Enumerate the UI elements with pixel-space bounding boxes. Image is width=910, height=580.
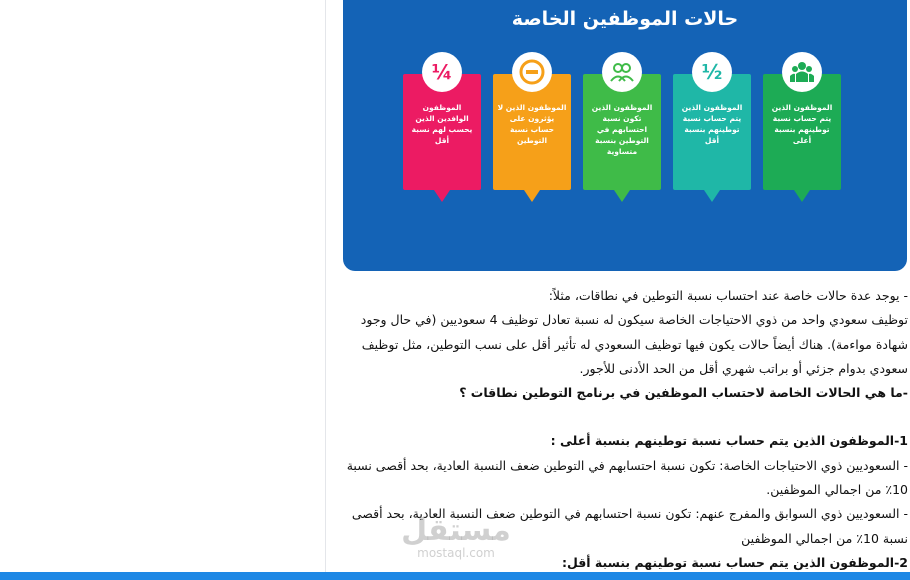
card-text: الموظفون الذين لا يؤثرون على حساب نسبة التوطين [497, 103, 567, 145]
card-equal [583, 74, 661, 190]
card-pointer [794, 190, 810, 202]
question-heading: -ما هي الحالات الخاصة لاحتساب الموظفين في برنامج التوطين نطاقات ؟ [459, 385, 908, 401]
half-fraction: ½ [701, 60, 723, 84]
card-pointer [614, 190, 630, 202]
article-body [340, 284, 908, 575]
card-higher-ratio [763, 74, 841, 190]
card-text: الموظفون الذين يتم حساب نسبة توطينهم بنسبة أقل [681, 103, 743, 145]
infographic-banner [343, 0, 907, 271]
watermark-latin: mostaql.com [417, 546, 495, 560]
card-pointer [434, 190, 450, 202]
half-icon [692, 52, 732, 92]
section-heading-2: 2-الموظفون الذين يتم حساب نسبة توطينهم بنسبة أقل: [561, 554, 908, 570]
group-icon [782, 52, 822, 92]
column-divider [325, 0, 326, 580]
list-item: - السعوديين ذوي الاحتياجات الخاصة: تكون نسبة احتسابهم في التوطين ضعف النسبة العادية، بحد أقصى نسبة 10٪ من اجمالي الموظفين. [346, 457, 908, 498]
bottom-accent-bar [0, 572, 910, 580]
people-icon [602, 52, 642, 92]
card-pointer [704, 190, 720, 202]
list-item: - السعوديين ذوي السوابق والمفرج عنهم: تكون نسبة احتسابهم في التوطين ضعف النسبة العادية، بحد أقصى نسبة 10٪ من اجمالي الموظفين [351, 506, 908, 546]
card-lower-ratio [673, 60, 751, 190]
card-reduced-expats [403, 60, 481, 190]
minus-circle-icon [512, 52, 552, 92]
spacer [340, 405, 908, 429]
intro-paragraph: - يوجد عدة حالات خاصة عند احتساب نسبة التوطين في نطاقات، مثلاً: [548, 288, 908, 303]
example-paragraph: توظيف سعودي واحد من ذوي الاحتياجات الخاصة سيكون له نسبة تعادل توظيف 4 سعوديين (في حال وجود شهادة مواءمة). هناك أيضاً حالات يكون فيها توظيف السعودي له تأثير أقل على نسب التوطين، مثل توظيف سعودي بدوام جزئي أو براتب شهري أقل من الحد الأدنى للأجور. [360, 312, 908, 376]
quarter-icon [422, 52, 462, 92]
watermark-arabic: مستقل [401, 513, 511, 548]
banner-title: حالات الموظفين الخاصة [511, 8, 739, 30]
card-text: الموظفون الذين يتم حساب نسبة توطينهم بنسبة أعلى [771, 103, 833, 145]
card-text: الموظفون الوافدين الذين يحسب لهم نسبة أقل [411, 103, 473, 145]
quarter-fraction: ¼ [431, 60, 453, 84]
card-text: الموظفون الذين تكون نسبة احتسابهم في التوطين بنسبة متساوية [591, 103, 653, 156]
card-no-effect [493, 74, 571, 190]
section-heading-1: 1-الموظفون الذين يتم حساب نسبة توطينهم بنسبة أعلى : [550, 433, 908, 449]
card-pointer [524, 190, 540, 202]
